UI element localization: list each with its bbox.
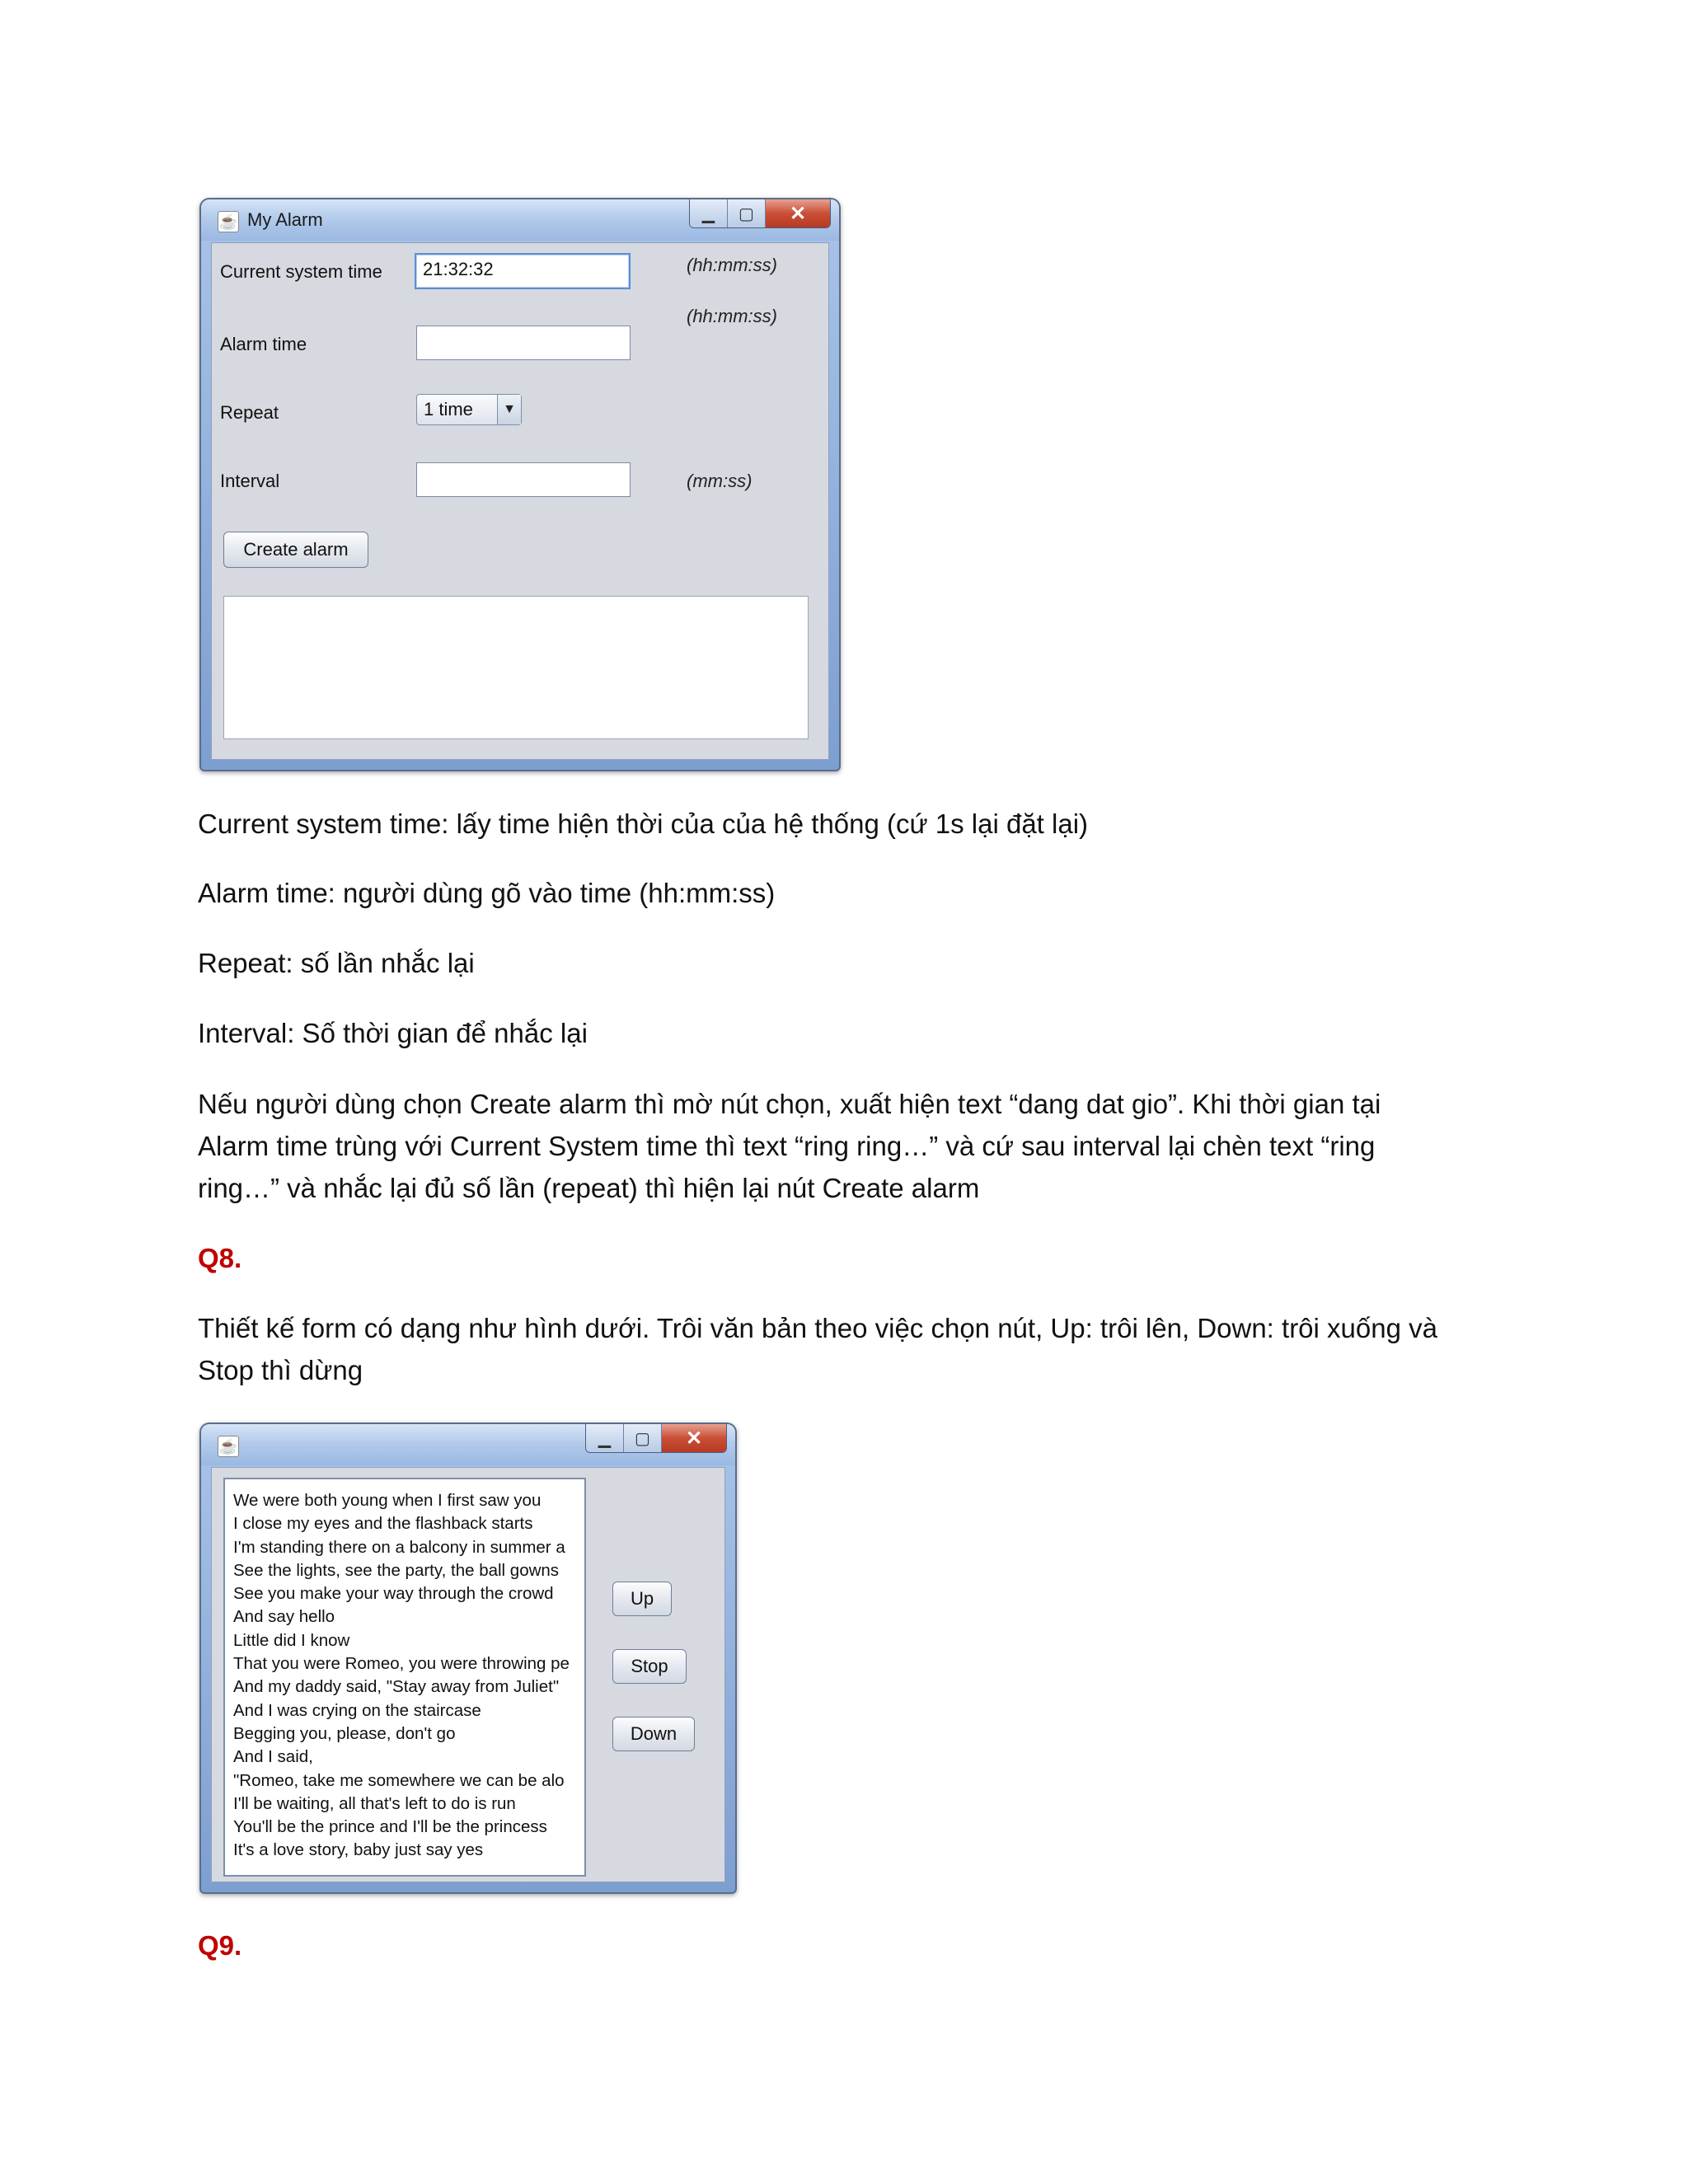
lyrics-titlebar xyxy=(201,1424,735,1465)
lyrics-client-area xyxy=(211,1467,725,1882)
doc-para-behavior-3: ring…” và nhắc lại đủ số lần (repeat) thì hiện lại nút Create alarm xyxy=(198,1173,980,1203)
repeat-label: Repeat xyxy=(220,402,279,423)
java-icon: ☕ xyxy=(218,211,239,232)
lyric-line: See you make your way through the crowd xyxy=(233,1584,554,1604)
alarm-client-area xyxy=(211,242,829,760)
lyric-line: I'm standing there on a balcony in summer a xyxy=(233,1537,565,1557)
interval-hint: (mm:ss) xyxy=(687,471,753,491)
current-time-label: Current system time xyxy=(220,261,382,282)
lyric-line: Begging you, please, don't go xyxy=(233,1723,456,1743)
lyric-line: See the lights, see the party, the ball gowns xyxy=(233,1560,560,1580)
create-alarm-button[interactable]: Create alarm xyxy=(223,532,368,568)
close-icon[interactable]: ✕ xyxy=(662,1424,726,1452)
lyric-line: And I said, xyxy=(233,1747,313,1767)
doc-q8-desc-2: Stop thì dừng xyxy=(198,1355,363,1385)
alarm-output-area[interactable] xyxy=(223,596,809,739)
interval-field[interactable] xyxy=(416,462,631,497)
lyric-line: "Romeo, take me somewhere we can be alo xyxy=(233,1770,565,1790)
heading-q9: Q9. xyxy=(198,1930,242,1961)
doc-line-repeat: Repeat: số lần nhắc lại xyxy=(198,948,475,978)
lyric-line: And my daddy said, "Stay away from Juliet" xyxy=(233,1677,560,1697)
alarm-titlebar xyxy=(201,199,839,241)
current-time-field[interactable]: 21:32:32 xyxy=(415,253,631,289)
doc-para-behavior-2: Alarm time trùng với Current System time thì text “ring ring…” và cứ sau interval lại chèn text “ring xyxy=(198,1131,1376,1161)
stop-button[interactable]: Stop xyxy=(612,1649,687,1684)
lyric-line: We were both young when I first saw you xyxy=(233,1491,542,1510)
doc-para-behavior-1: Nếu người dùng chọn Create alarm thì mờ nút chọn, xuất hiện text “dang dat gio”. Khi thời gian tại xyxy=(198,1089,1381,1119)
doc-line-alarm-time: Alarm time: người dùng gõ vào time (hh:mm:ss) xyxy=(198,878,776,908)
doc-line-current-time: Current system time: lấy time hiện thời của của hệ thống (cứ 1s lại đặt lại) xyxy=(198,808,1089,839)
window-title: My Alarm xyxy=(247,209,323,230)
alarm-time-hint: (hh:mm:ss) xyxy=(687,306,777,326)
lyric-line: I close my eyes and the flashback starts xyxy=(233,1514,533,1534)
down-button[interactable]: Down xyxy=(612,1717,695,1751)
alarm-window xyxy=(199,198,841,771)
repeat-selected-value: 1 time xyxy=(424,399,473,419)
heading-q8: Q8. xyxy=(198,1243,242,1273)
lyric-line: It's a love story, baby just say yes xyxy=(233,1840,484,1860)
doc-line-interval: Interval: Số thời gian để nhắc lại xyxy=(198,1018,588,1048)
minimize-icon[interactable]: ▁ xyxy=(690,199,728,227)
repeat-select[interactable] xyxy=(416,394,522,425)
current-time-hint: (hh:mm:ss) xyxy=(687,255,777,275)
lyrics-text-area[interactable] xyxy=(223,1478,586,1877)
lyric-line: You'll be the prince and I'll be the princess xyxy=(233,1817,547,1837)
lyric-line: And I was crying on the staircase xyxy=(233,1700,481,1720)
minimize-icon[interactable]: ▁ xyxy=(586,1424,624,1452)
lyric-line: And say hello xyxy=(233,1607,335,1627)
window-controls xyxy=(585,1424,727,1453)
lyric-line: Little did I know xyxy=(233,1630,350,1650)
close-icon[interactable]: ✕ xyxy=(766,199,830,227)
dropdown-arrow-icon[interactable]: ▼ xyxy=(497,395,521,424)
java-icon: ☕ xyxy=(218,1436,239,1457)
alarm-time-field[interactable] xyxy=(416,326,631,360)
maximize-icon[interactable]: ▢ xyxy=(728,199,766,227)
maximize-icon[interactable]: ▢ xyxy=(624,1424,662,1452)
doc-q8-desc-1: Thiết kế form có dạng như hình dưới. Trôi văn bản theo việc chọn nút, Up: trôi lên, Down: trôi xuống và xyxy=(198,1313,1437,1343)
up-button[interactable]: Up xyxy=(612,1582,672,1616)
lyrics-window xyxy=(199,1422,737,1894)
lyric-line: That you were Romeo, you were throwing pe xyxy=(233,1654,570,1674)
alarm-time-label: Alarm time xyxy=(220,334,307,354)
interval-label: Interval xyxy=(220,471,280,491)
lyric-line: I'll be waiting, all that's left to do is run xyxy=(233,1793,516,1813)
window-controls xyxy=(689,199,831,228)
